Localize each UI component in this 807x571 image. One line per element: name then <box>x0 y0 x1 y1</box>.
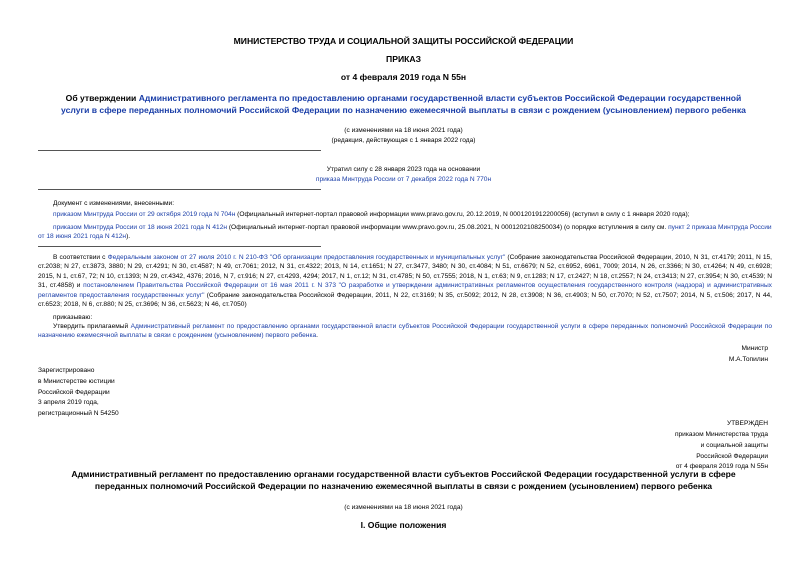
order-word: приказываю: <box>53 314 93 321</box>
title-regulation-link-cont[interactable]: услуги в сфере переданных полномочий Российской Федерации по назначению ежемесячной выплаты в связи с рождением (усыновлением) первого ребенка <box>61 105 746 115</box>
doc-date-number: от 4 февраля 2019 года N 55н <box>340 72 467 82</box>
amendment-item-1 <box>38 210 772 219</box>
approve-paragraph <box>38 322 772 341</box>
approve-text: Утвердить прилагаемый <box>53 323 131 330</box>
signature-role: Министр <box>741 345 768 352</box>
registration-line-2: в Министерстве юстиции <box>38 378 115 385</box>
amendment-item-2 <box>38 223 772 242</box>
regulation-title-line2: переданных полномочий Российской Федерации по назначению ежемесячной выплаты в связи с рождением (усыновлением) первого ребенка <box>94 481 713 491</box>
ministry-heading: МИНИСТЕРСТВО ТРУДА И СОЦИАЛЬНОЙ ЗАЩИТЫ РОССИЙСКОЙ ФЕДЕРАЦИИ <box>233 36 574 46</box>
registration-line-1: Зарегистрировано <box>38 367 95 374</box>
registration-line-3: Российской Федерации <box>38 389 110 396</box>
edition-note: (редакция, действующая с 1 января 2022 года) <box>331 137 476 144</box>
expired-note: Утратил силу с 28 января 2023 года на основании <box>326 166 481 173</box>
document-title-line2 <box>0 105 807 116</box>
approved-line-4: Российской Федерации <box>696 453 768 460</box>
regulation-link[interactable]: Административный регламент по предоставлению органами государственной власти субъектов Российской Федерации государственной услуги в сфере переданных полномочий Российской Федерации по назначению ежемесячной выплаты в связи с рождением (усыновлением) первого ребенка <box>38 323 772 340</box>
title-prefix: Об утверждении <box>65 93 137 103</box>
approved-line-1: УТВЕРЖДЕН <box>726 420 768 427</box>
amendment-2-end: ). <box>126 233 131 241</box>
regulation-title: Административный регламент по предоставлению органами государственной власти субъектов Российской Федерации государственной услуги в сфере <box>71 469 736 479</box>
doc-type-heading: ПРИКАЗ <box>386 54 421 64</box>
approved-line-3: и социальной защиты <box>700 442 768 449</box>
approved-line-5: от 4 февраля 2019 года N 55н <box>675 463 768 470</box>
divider <box>38 189 321 190</box>
basis-text: В соответствии с <box>53 254 108 261</box>
registration-line-5: регистрационный N 54250 <box>38 410 119 417</box>
basis-text: (Собрание законодательства Российской Федерации, 2011, N 22, ст.3169; N 35, ст.5092; 2012, N 28, ст.3908; N 36, ст.4903; N 50, ст.7070; N 52, ст.7507; 2014, N 5, ст.506; 2017, N 44, ст.6523; 2018, N 6, ст.880; N 25, ст.3696; N 36, ст.5623; N 46, ст.7050) <box>38 291 772 309</box>
signature-name: М.А.Топилин <box>728 356 768 363</box>
approve-text-end: . <box>316 332 318 340</box>
amendments-intro: Документ с изменениями, внесенными: <box>53 200 175 207</box>
basis-text: (Собрание законодательства Российской Федерации, 2010, N 31, ст.4179; 2011, N 15, ст.2038; N 27, ст.3873, 3880; N 29, ст.4291; N 30, ст.4587; N 49, ст.7061; 2012, N 31, ст.4322; 2013, N 14, ст.1651; N 27, ст.3477, 3480; N 30, ст.4084; N 51, ст.6679; N 52, ст.6952, 6961, 7009; 2014, N 26, ст.3366; N 30, ст.4264; N 49, ст.6928; 2015, N 1, ст.67, 72; N 10, ст.1393; N 29, ст.4342, 4376; 2016, N 7, ст.916; N 27, ст.4293, 4294; 2017, N 1, ст.12; N 31, ст.4785; N 50, ст.7555; 2018, N 1, ст.63; N 9, ст.1283; N 17, ст.2427; N 18, ст.2557; N 24, ст.3413; N 27, ст.3954; N 30, ст.4539; N 31, ст.4858) и <box>38 254 772 290</box>
government-decree-373-link[interactable]: постановлением Правительства Российской Федерации от 16 мая 2011 г. N 373 "О разработке и утверждении административных регламентов осуществления государственного контроля (надзора) и административных регламентов предоставления государственных услуг" <box>38 282 772 299</box>
federal-law-210-link[interactable]: Федеральным законом от 27 июля 2010 г. N 210-ФЗ "Об организации предоставления государственных и муниципальных услуг" <box>107 254 506 261</box>
regulation-changes-note: (с изменениями на 18 июня 2021 года) <box>344 504 463 511</box>
changes-note: (с изменениями на 18 июня 2021 года) <box>344 127 463 134</box>
section-heading: I. Общие положения <box>360 520 447 530</box>
approved-line-2: приказом Министерства труда <box>674 431 768 438</box>
amendment-link-704n[interactable]: приказом Минтруда России от 29 октября 2019 года N 704н <box>53 211 236 218</box>
divider <box>38 246 321 247</box>
title-regulation-link[interactable]: Административного регламента по предоставлению органами государственной власти субъектов Российской Федерации государственной <box>138 93 742 103</box>
amendment-link-412n[interactable]: приказом Минтруда России от 18 июня 2021 года N 412н <box>53 224 228 231</box>
document-title <box>0 93 807 104</box>
expired-order-link[interactable]: приказа Минтруда России от 7 декабря 2022 года N 770н <box>315 176 492 183</box>
amendment-1-details: (Официальный интернет-портал правовой информации www.pravo.gov.ru, 20.12.2019, N 0001201912200056) (вступил в силу с 1 января 2020 года); <box>235 211 690 218</box>
amendment-link-point2[interactable]: пункт 2 приказа Минтруда России от 18 июня 2021 года N 412н <box>38 224 772 241</box>
basis-paragraph <box>38 253 772 309</box>
divider <box>38 150 321 151</box>
registration-line-4: 3 апреля 2019 года, <box>38 399 99 406</box>
expired-link-line <box>0 175 807 184</box>
amendment-2-details: (Официальный интернет-портал правовой информации www.pravo.gov.ru, 25.08.2021, N 0001202108250034) (о порядке вступления в силу см. <box>227 224 669 231</box>
